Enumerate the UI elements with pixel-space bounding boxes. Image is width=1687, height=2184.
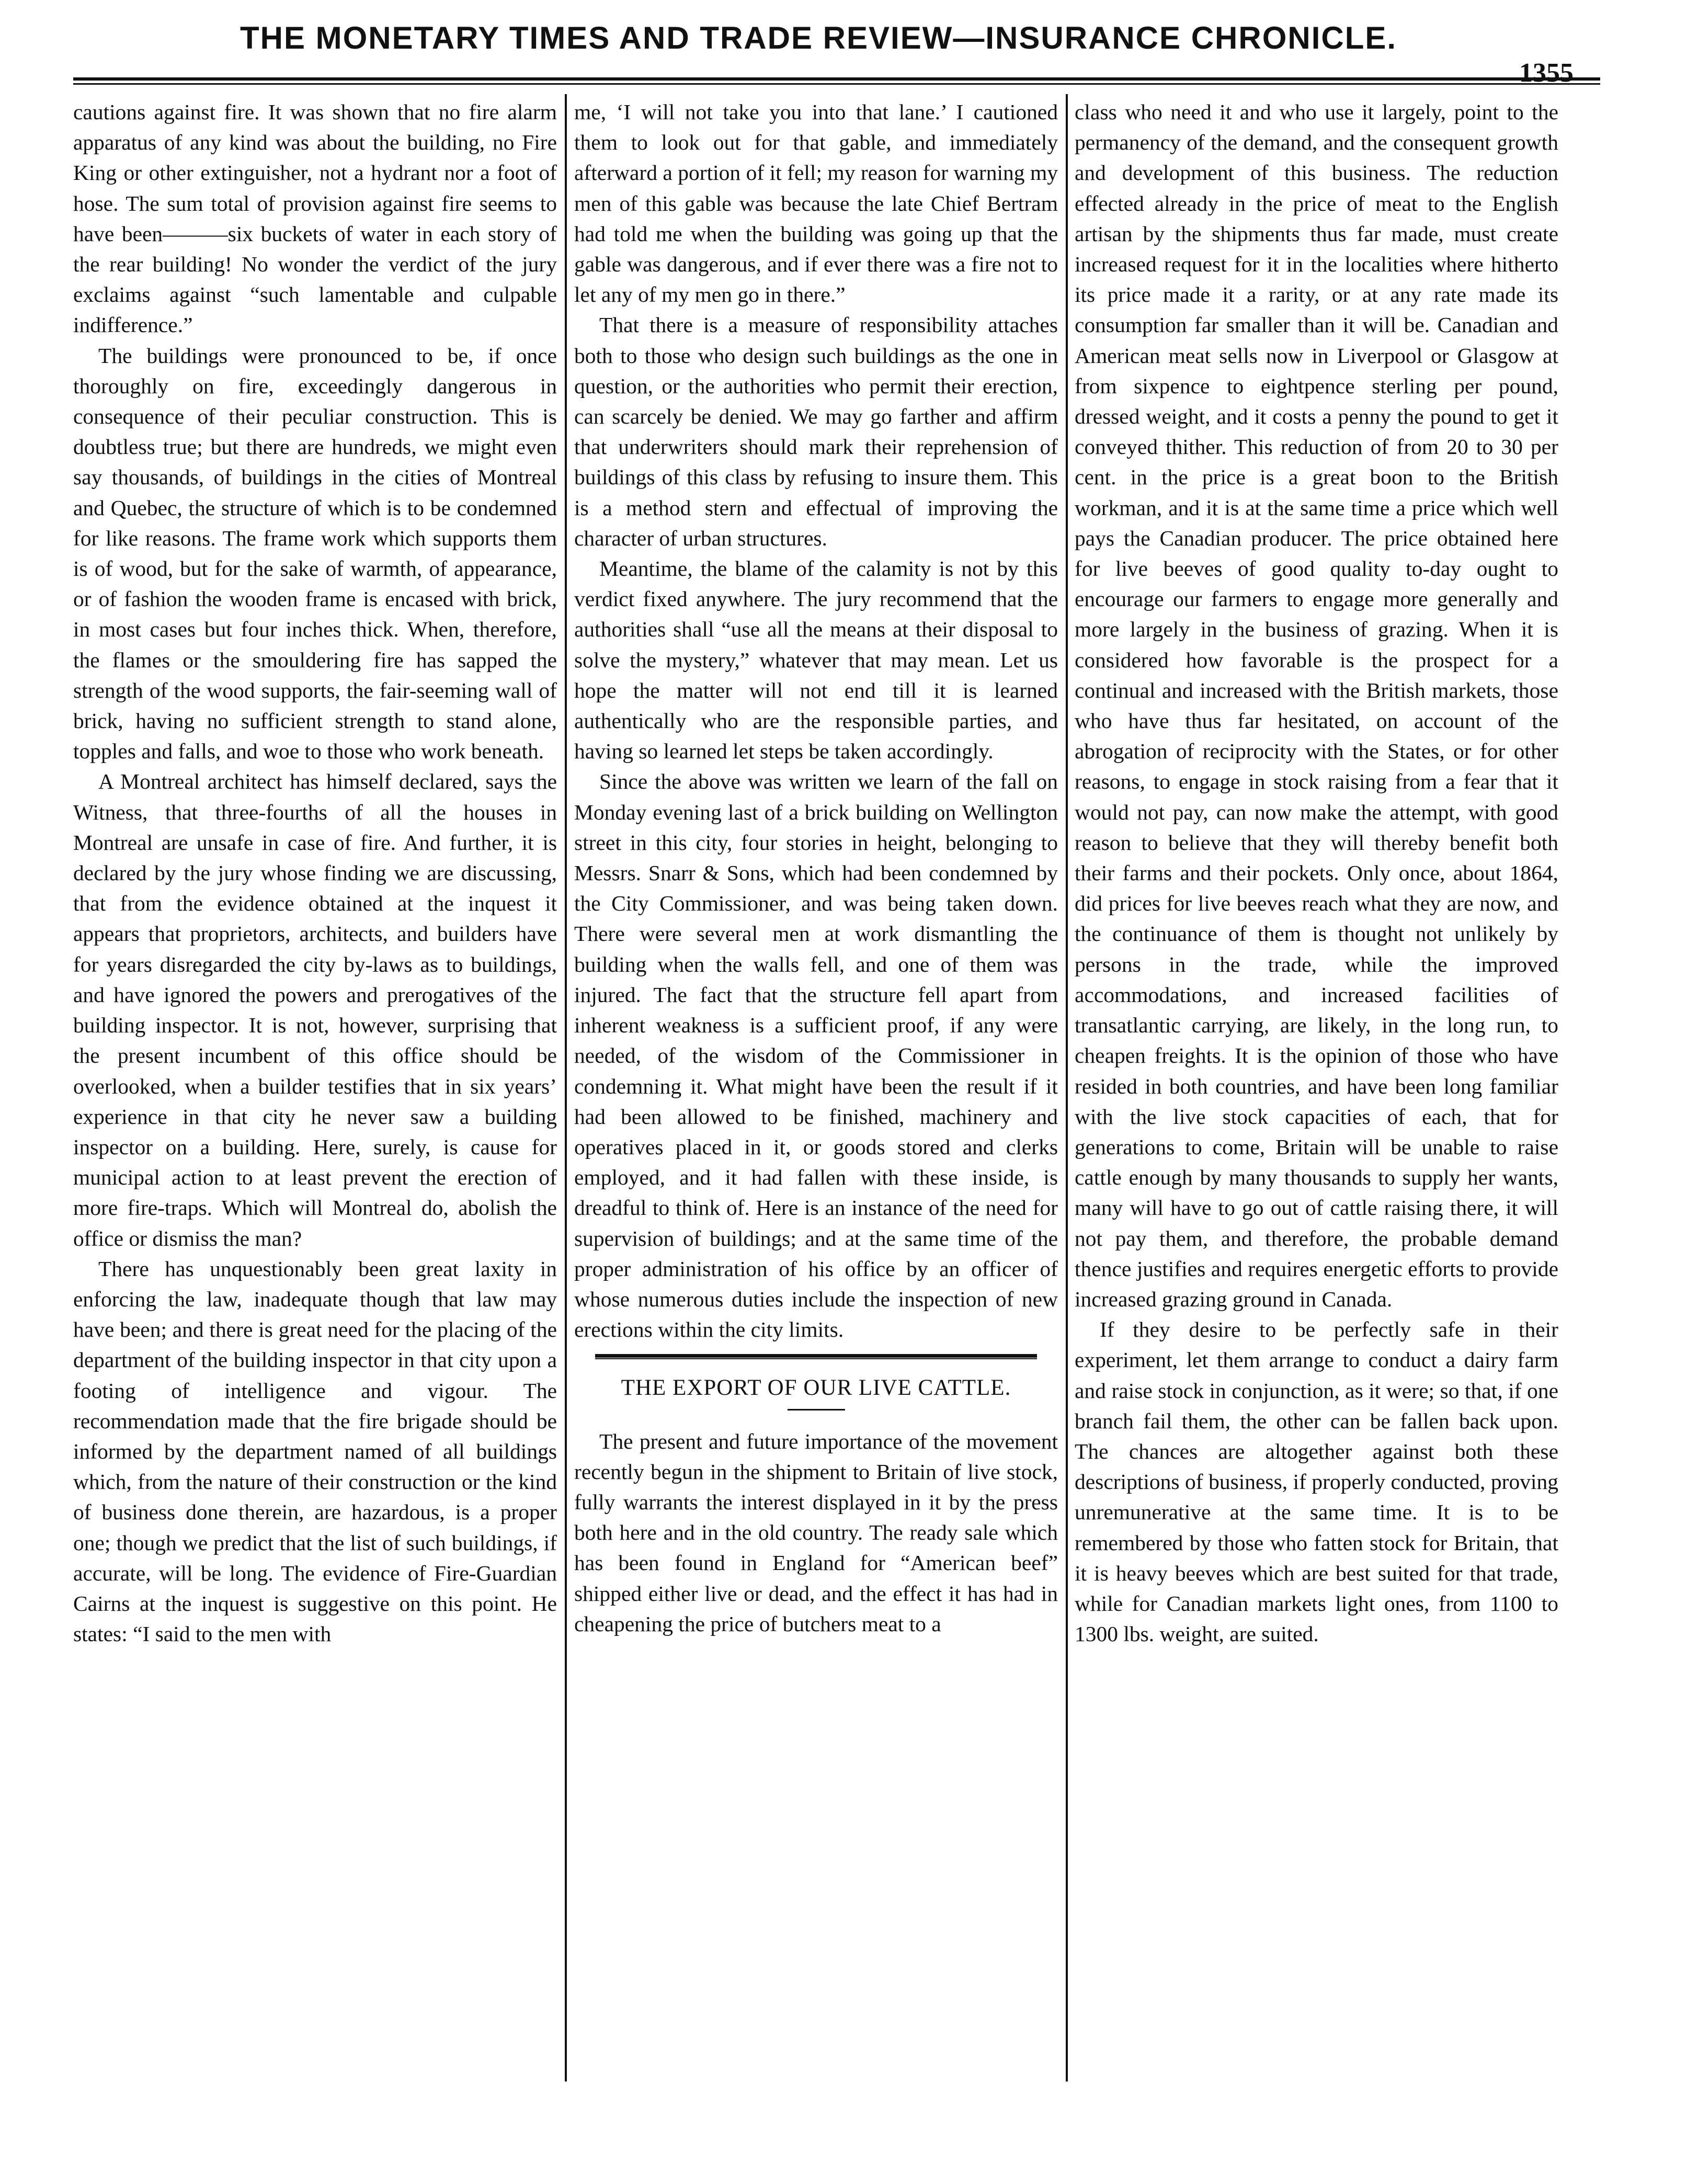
article-separator (595, 1354, 1037, 1359)
paragraph: class who need it and who use it largely, point to the permanency of the demand, and the consequent growth and development of this business. The reduction effected already in the price of meat to the English artisan by the shipments thus far made, must create increased request for it in the localities where hitherto its price made it a rarity, or at any rate made its consumption far smaller than it will be. Canadian and American meat sells now in Liverpool or Glasgow at from sixpence to eightpence sterling per pound, dressed weight, and it costs a penny the pound to get it conveyed thither. This reduction of from 20 to 30 per cent. in the price is a great boon to the British workman, and it is at the same time a price which well pays the Canadian producer. The price obtained here for live beeves of good quality to-day ought to encourage our farmers to engage more generally and more largely in the business of grazing. When it is considered how favorable is the prospect for a continual and increased with the British markets, those who have thus far hesitated, on account of the abrogation of reciprocity with the States, or for other reasons, to engage in stock raising from a fear that it would not pay, can now make the attempt, with good reason to believe that they will thereby benefit both their farms and their pockets. Only once, about 1864, did prices for live beeves reach what they are now, and the continuance of them is thought not unlikely by persons in the trade, while the improved accommodations, and increased facilities of transatlantic carrying, are likely, in the long run, to cheapen freights. It is the opinion of those who have resided in both countries, and have been long familiar with the live stock capacities of each, that for generations to come, Britain will be unable to raise cattle enough by many thousands to supply her wants, many will have to go out of cattle raising there, it will not pay them, and therefore, the probable demand thence justifies and requires energetic efforts to provide increased grazing ground in Canada. (1075, 100, 1558, 1311)
paragraph: me, ‘I will not take you into that lane.’ I cautioned them to look out for that gable, and immediately afterward a portion of it fell; my reason for warning my men of this gable was because the late Chief Bertram had told me when the building was going up that the gable was dangerous, and if ever there was a fire not to let any of my men go in there.” (574, 100, 1058, 307)
column-2 (574, 97, 1058, 1639)
paragraph: Since the above was written we learn of the fall on Monday evening last of a brick building on Wellington street in this city, four stories in height, belonging to Messrs. Snarr & Sons, which had been condemned by the City Commissioner, and was being taken down. There were several men at work dismantling the building when the walls fell, and one of them was injured. The fact that the structure fell apart from inherent weakness is a sufficient proof, if any were needed, of the wisdom of the Commissioner in condemning it. What might have been the result if it had been allowed to be finished, machinery and operatives placed in it, or goods stored and clerks employed, and it had fallen with these inside, is dreadful to think of. Here is an instance of the need for supervision of buildings; and at the same time of the proper administration of his office by an officer of whose numerous duties include the inspection of new erections within the city limits. (574, 769, 1058, 1342)
paragraph: The present and future importance of the movement recently begun in the shipment to Britain of live stock, fully warrants the interest displayed in it by the press both here and in the old country. The ready sale which has been found in England for “American beef” shipped either live or dead, and the effect it has had in cheapening the price of butchers meat to a (574, 1429, 1058, 1636)
running-head: THE MONETARY TIMES AND TRADE REVIEW—INSURANCE CHRONICLE. (240, 20, 1397, 55)
paragraph: The buildings were pronounced to be, if once thoroughly on fire, exceedingly dangerous in consequence of their peculiar construction. This is doubtless true; but there are hundreds, we might even say thousands, of buildings in the cities of Montreal and Quebec, the structure of which is to be condemned for like reasons. The frame work which supports them is of wood, but for the sake of warmth, of appearance, or of fashion the wooden frame is encased with brick, in most cases but four inches thick. When, therefore, the flames or the smouldering fire has sapped the strength of the wood supports, the fair-seeming wall of brick, having no sufficient strength to stand alone, topples and falls, and woe to those who work beneath. (73, 343, 557, 764)
heading-rule (788, 1409, 845, 1410)
page-number: 1355 (1519, 58, 1574, 88)
column-divider (1066, 94, 1068, 2081)
section-heading: THE EXPORT OF OUR LIVE CATTLE. (621, 1375, 1011, 1401)
header-rule (73, 77, 1600, 85)
paragraph: A Montreal architect has himself declared, says the Witness, that three-fourths of all the houses in Montreal are unsafe in case of fire. And further, it is declared by the jury whose finding we are discussing, that from the evidence obtained at the inquest it appears that proprietors, architects, and builders have for years disregarded the city by-laws as to buildings, and have ignored the powers and prerogatives of the building inspector. It is not, however, surprising that the present incumbent of this office should be overlooked, when a builder testifies that in six years’ experience in that city he never saw a building inspector on a building. Here, surely, is cause for municipal action to at least prevent the erection of more fire-traps. Which will Montreal do, abolish the office or dismiss the man? (73, 769, 557, 1250)
paragraph: cautions against fire. It was shown that no fire alarm apparatus of any kind was about the building, no Fire King or other extinguisher, not a hydrant nor a foot of hose. The sum total of provision against fire seems to have been———six buckets of water in each story of the rear building! No wonder the verdict of the jury exclaims against “such lamentable and culpable indifference.” (73, 100, 557, 337)
paragraph: Meantime, the blame of the calamity is not by this verdict fixed anywhere. The jury recommend that the authorities shall “use all the means at their disposal to solve the mystery,” whatever that may mean. Let us hope the matter will not end till it is learned authentically who are the responsible parties, and having so learned let steps be taken accordingly. (574, 556, 1058, 764)
column-divider (565, 94, 567, 2081)
column-3 (1075, 97, 1558, 1649)
paragraph: That there is a measure of responsibility attaches both to those who design such buildings as the one in question, or the authorities who permit their erection, can scarcely be denied. We may go farther and affirm that underwriters should mark their reprehension of buildings of this class by refusing to insure them. This is a method stern and effectual of improving the character of urban structures. (574, 313, 1058, 550)
paragraph: If they desire to be perfectly safe in their experiment, let them arrange to conduct a dairy farm and raise stock in conjunction, as it were; so that, if one branch fail them, the other can be fallen back upon. The chances are altogether against both these descriptions of business, if properly conducted, proving unremunerative at the same time. It is to be remembered by those who fatten stock for Britain, that it is heavy beeves which are best suited for that trade, while for Canadian markets light ones, from 1100 to 1300 lbs. weight, are suited. (1075, 1317, 1558, 1646)
paragraph: There has unquestionably been great laxity in enforcing the law, inadequate though that law may have been; and there is great need for the placing of the department of the building inspector in that city upon a footing of intelligence and vigour. The recommendation made that the fire brigade should be informed by the department named of all buildings which, from the nature of their construction or the kind of business done therein, are hazardous, is a proper one; though we predict that the list of such buildings, if accurate, will be long. The evidence of Fire-Guardian Cairns at the inquest is suggestive on this point. He states: “I said to the men with (73, 1256, 557, 1646)
column-1 (73, 97, 557, 1649)
